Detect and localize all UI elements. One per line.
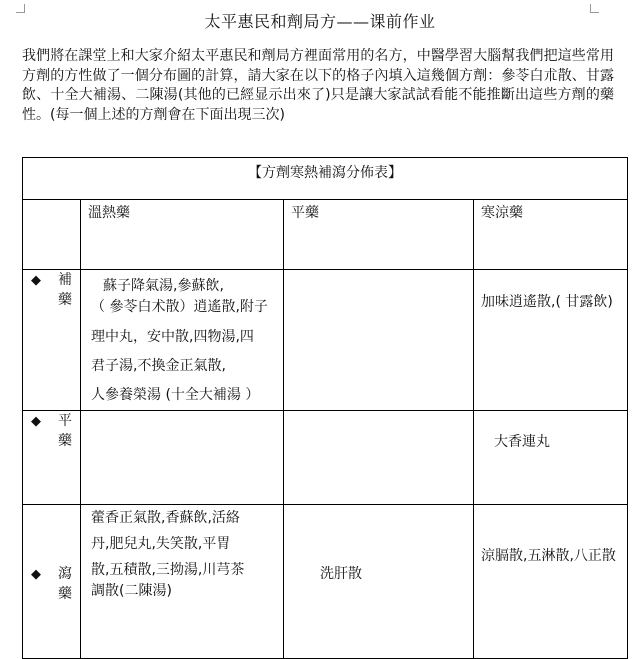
- cell-tonic-warm: [81, 270, 284, 411]
- cell-line: 人參養榮湯 (十全大補湯 ）: [91, 387, 260, 403]
- header-corner-cell: [23, 200, 81, 270]
- cell-neutral-neutral: [284, 411, 474, 505]
- cell-tonic-neutral: [284, 270, 474, 411]
- cell-line: 蘇子降氣湯,參蘇飲,: [103, 278, 224, 294]
- row-label-neutral: 平藥: [58, 413, 72, 449]
- cell-tonic-cold: 加味逍遙散,( 甘露飲): [474, 270, 628, 411]
- table-row: [23, 270, 628, 411]
- cell-line: 君子湯,不換金正氣散,: [91, 358, 226, 374]
- formula-distribution-table: [22, 157, 628, 659]
- cell-line: 藿香正氣散,香蘇飲,活絡: [91, 510, 240, 526]
- table-caption: 【方劑寒熱補瀉分佈表】: [23, 158, 628, 200]
- cell-line: 調散(二陳湯): [91, 583, 172, 599]
- header-warm: 溫熱藥: [81, 200, 284, 270]
- table-row: [23, 411, 628, 505]
- diamond-bullet-icon: ◆: [31, 414, 41, 429]
- header-cold: 寒涼藥: [474, 200, 628, 270]
- table-caption-row: [23, 158, 628, 200]
- row-label-purge: 瀉藥: [58, 566, 72, 602]
- cell-line: 丹,肥兒丸,失笑散,平胃: [91, 536, 231, 552]
- row-label-tonic: 補藥: [58, 272, 72, 308]
- cell-purge-cold: 涼膈散,五淋散,八正散: [474, 505, 628, 659]
- row-header-neutral: [23, 411, 81, 505]
- diamond-bullet-icon: ◆: [31, 273, 41, 288]
- cell-purge-warm: [81, 505, 284, 659]
- cell-line: 散,五積散,三拗湯,川芎茶: [91, 562, 245, 578]
- intro-paragraph: 我們將在課堂上和大家介紹太平惠民和劑局方裡面常用的名方，中醫學習大腦幫我們把這些常用方劑的方性做了一個分布圖的計算，請大家在以下的格子內填入這幾個方劑：參苓白朮散、甘露飲、十全大補湯、二陳湯(其他的已經显示出來了)只是讓大家試試看能不能推斷出這些方劑的藥性。(每一個上述的方劑會在下面出現三次): [22, 48, 614, 123]
- cell-purge-neutral: 洗肝散: [284, 505, 474, 659]
- row-header-purge: [23, 505, 81, 659]
- row-header-tonic: [23, 270, 81, 411]
- diamond-bullet-icon: ◆: [31, 567, 41, 582]
- header-neutral: 平藥: [284, 200, 474, 270]
- cell-neutral-warm: [81, 411, 284, 505]
- cell-line: 理中丸，安中散,四物湯,四: [91, 329, 254, 345]
- table-header-row: [23, 200, 628, 270]
- document-title: 太平惠民和劑局方——课前作业: [204, 12, 436, 31]
- cell-neutral-cold: 大香連丸: [474, 411, 628, 505]
- table-row: [23, 505, 628, 659]
- cell-line: （ 參苓白术散）逍遙散,附子: [91, 299, 268, 315]
